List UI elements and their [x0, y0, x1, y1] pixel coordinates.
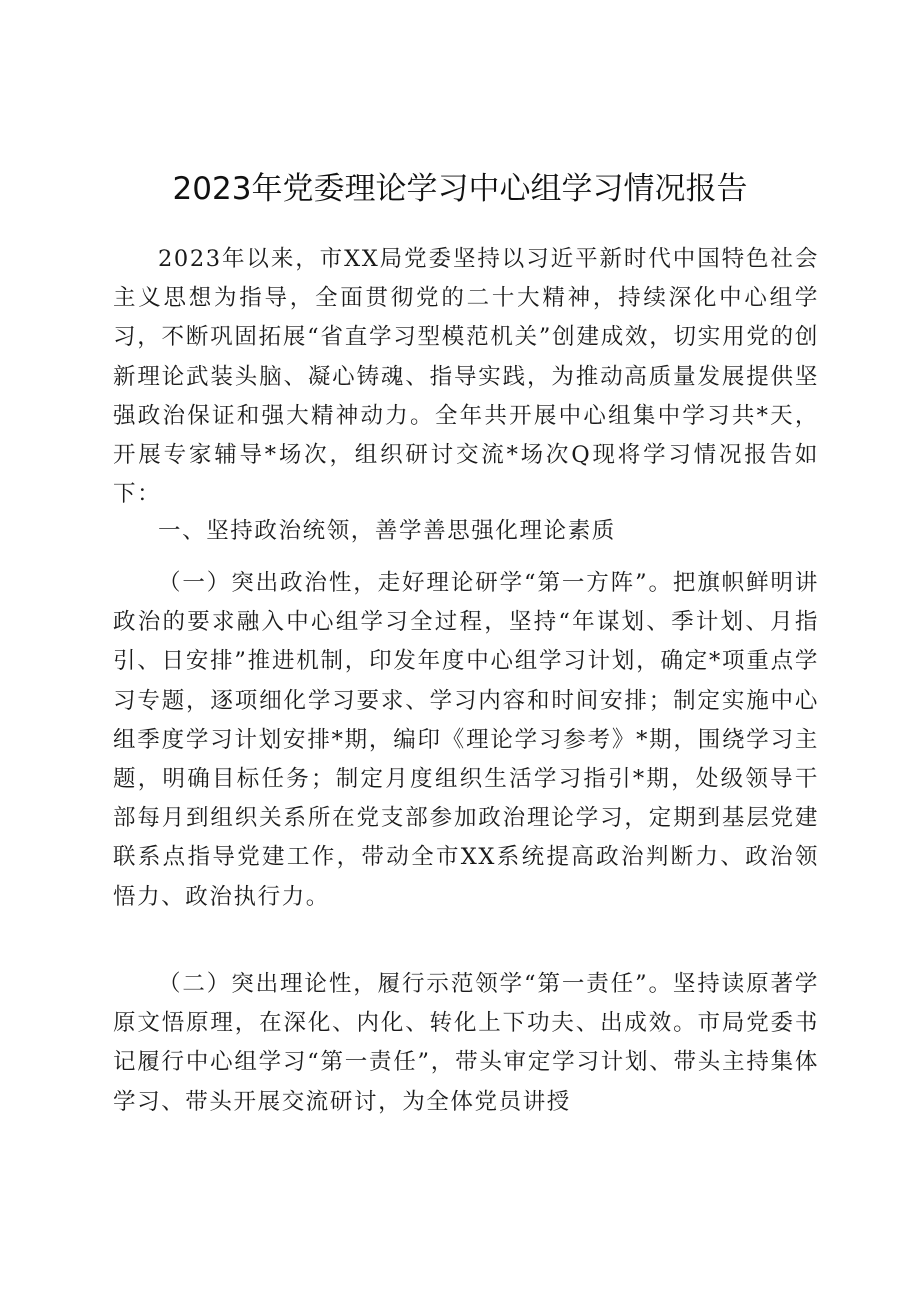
- section-heading: 一、坚持政治统领，善学善思强化理论素质: [158, 518, 616, 544]
- section-item-paragraph: （一）突出政治性，走好理论研学“第一方阵”。把旗帜鲜明讲政治的要求融入中心组学习全过程，坚持“年谋划、季计划、月指引、日安排”推进机制，印发年度中心组学习计划，确定*项重点学习专题，逐项细化学习要求、学习内容和时间安排；制定实施中心组季度学习计划安排*期，编印《理论学习参考》*期，围绕学习主题，明确目标任务；制定月度组织生活学习指引*期，处级领导干部每月到组织关系所在党支部参加政治理论学习，定期到基层党建联系点指导党建工作，带动全市XX系统提高政治判断力、政治领悟力、政治执行力。: [113, 570, 819, 910]
- document-title: 2023年党委理论学习中心组学习情况报告: [172, 171, 748, 207]
- intro-paragraph: 2023年以来，市XX局党委坚持以习近平新时代中国特色社会主义思想为指导，全面贯彻党的二十大精神，持续深化中心组学习，不断巩固拓展“省直学习型模范机关”创建成效，切实用党的创新理论武装头脑、凝心铸魂、指导实践，为推动高质量发展提供坚强政治保证和强大精神动力。全年共开展中心组集中学习共*天，开展专家辅导*场次，组织研讨交流*场次Q现将学习情况报告如下：: [113, 246, 819, 508]
- section-item-paragraph: （二）突出理论性，履行示范领学“第一责任”。坚持读原著学原文悟原理，在深化、内化、转化上下功夫、出成效。市局党委书记履行中心组学习“第一责任”，带头审定学习计划、带头主持集体学习、带头开展交流研讨，为全体党员讲授: [113, 971, 819, 1115]
